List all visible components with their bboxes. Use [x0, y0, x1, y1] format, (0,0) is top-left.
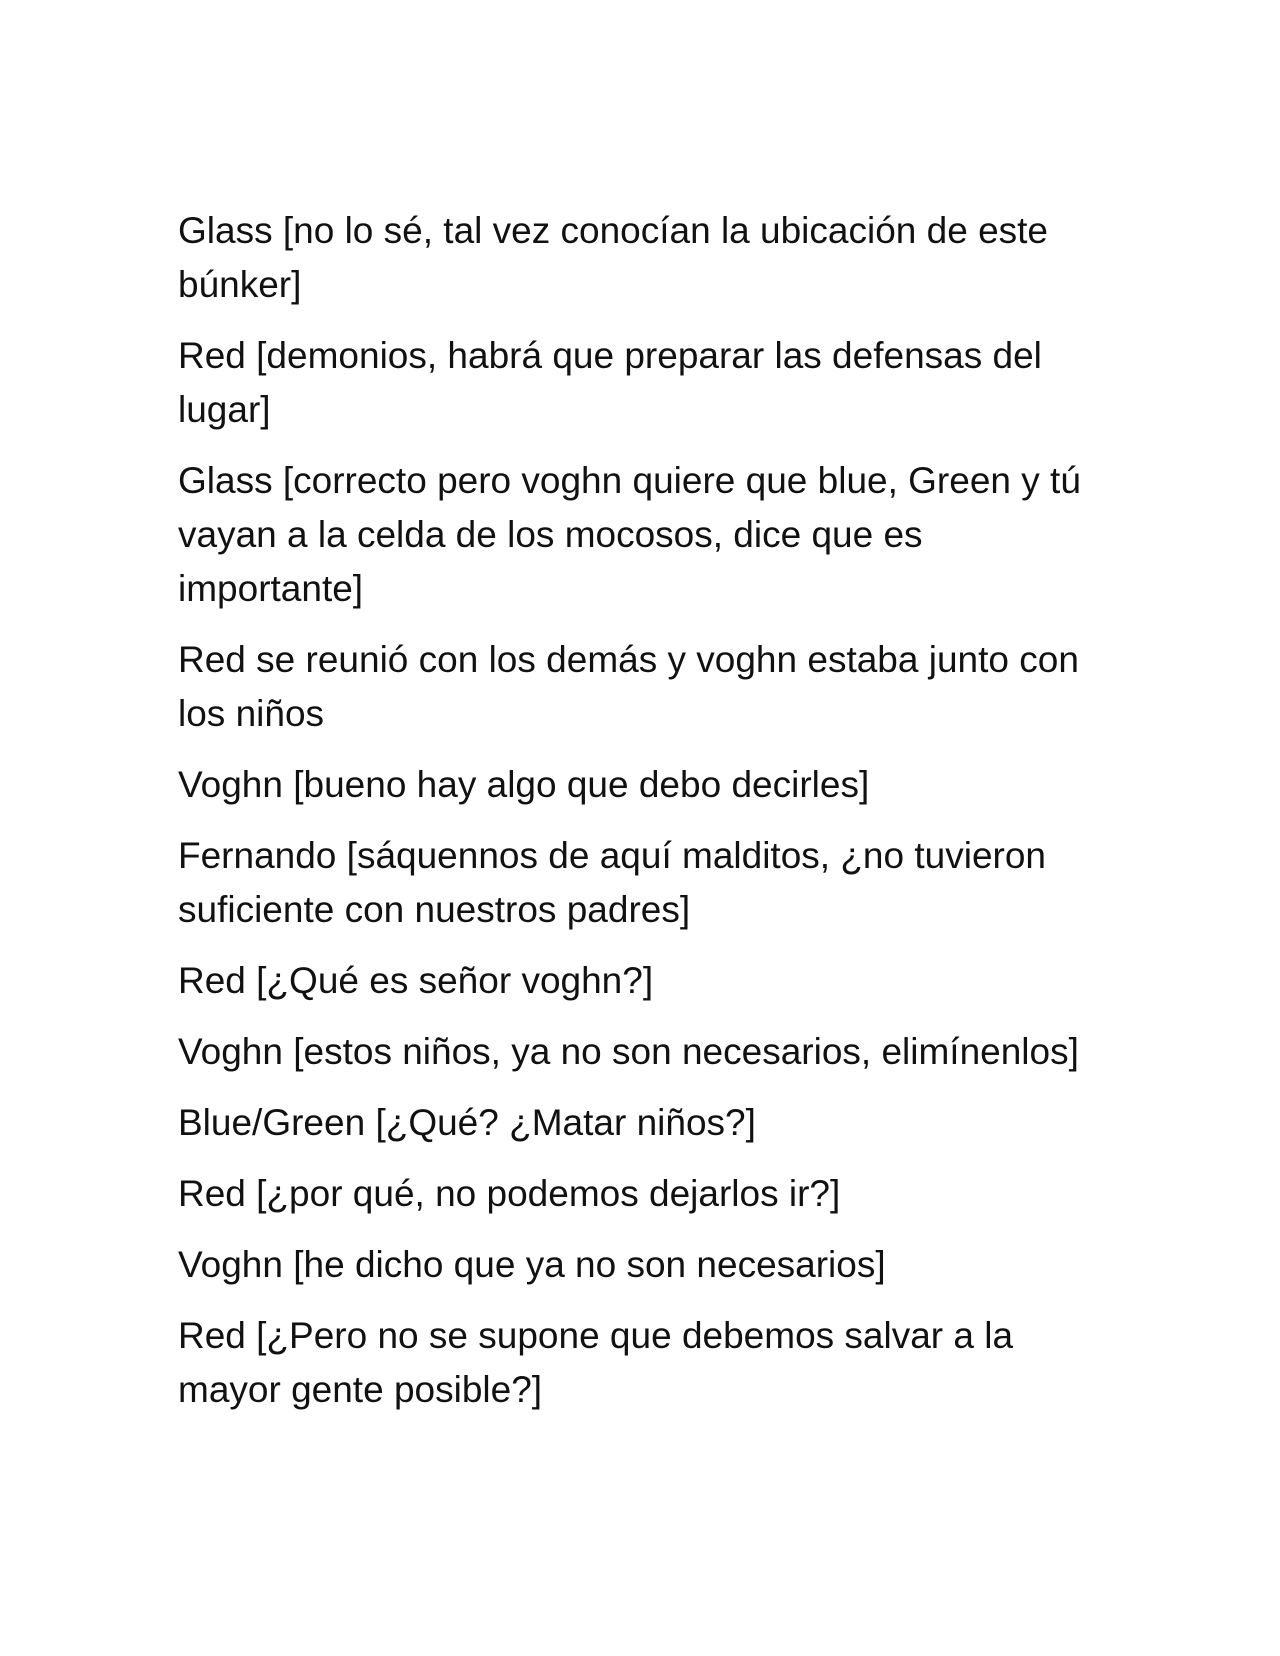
paragraph: Red [¿por qué, no podemos dejarlos ir?]	[178, 1173, 841, 1214]
paragraph: Voghn [he dicho que ya no son necesarios]	[178, 1244, 886, 1285]
paragraph: Fernando [sáquennos de aquí malditos, ¿no tuvieron suficiente con nuestros padres]	[178, 835, 1047, 930]
paragraph: Glass [correcto pero voghn quiere que blue, Green y tú vayan a la celda de los mocosos, dice que es importante]	[178, 460, 1081, 609]
paragraph: Voghn [estos niños, ya no son necesarios, elimínenlos]	[178, 1031, 1079, 1072]
paragraph: Red [¿Pero no se supone que debemos salvar a la mayor gente posible?]	[178, 1315, 1014, 1410]
paragraph: Red [¿Qué es señor voghn?]	[178, 960, 654, 1001]
paragraph: Red se reunió con los demás y voghn estaba junto con los niños	[178, 639, 1079, 734]
paragraph: Glass [no lo sé, tal vez conocían la ubicación de este búnker]	[178, 210, 1049, 305]
paragraph: Blue/Green [¿Qué? ¿Matar niños?]	[178, 1102, 756, 1143]
paragraph: Red [demonios, habrá que preparar las defensas del lugar]	[178, 335, 1042, 430]
document-body	[178, 204, 1108, 1434]
paragraph: Voghn [bueno hay algo que debo decirles]	[178, 764, 870, 805]
